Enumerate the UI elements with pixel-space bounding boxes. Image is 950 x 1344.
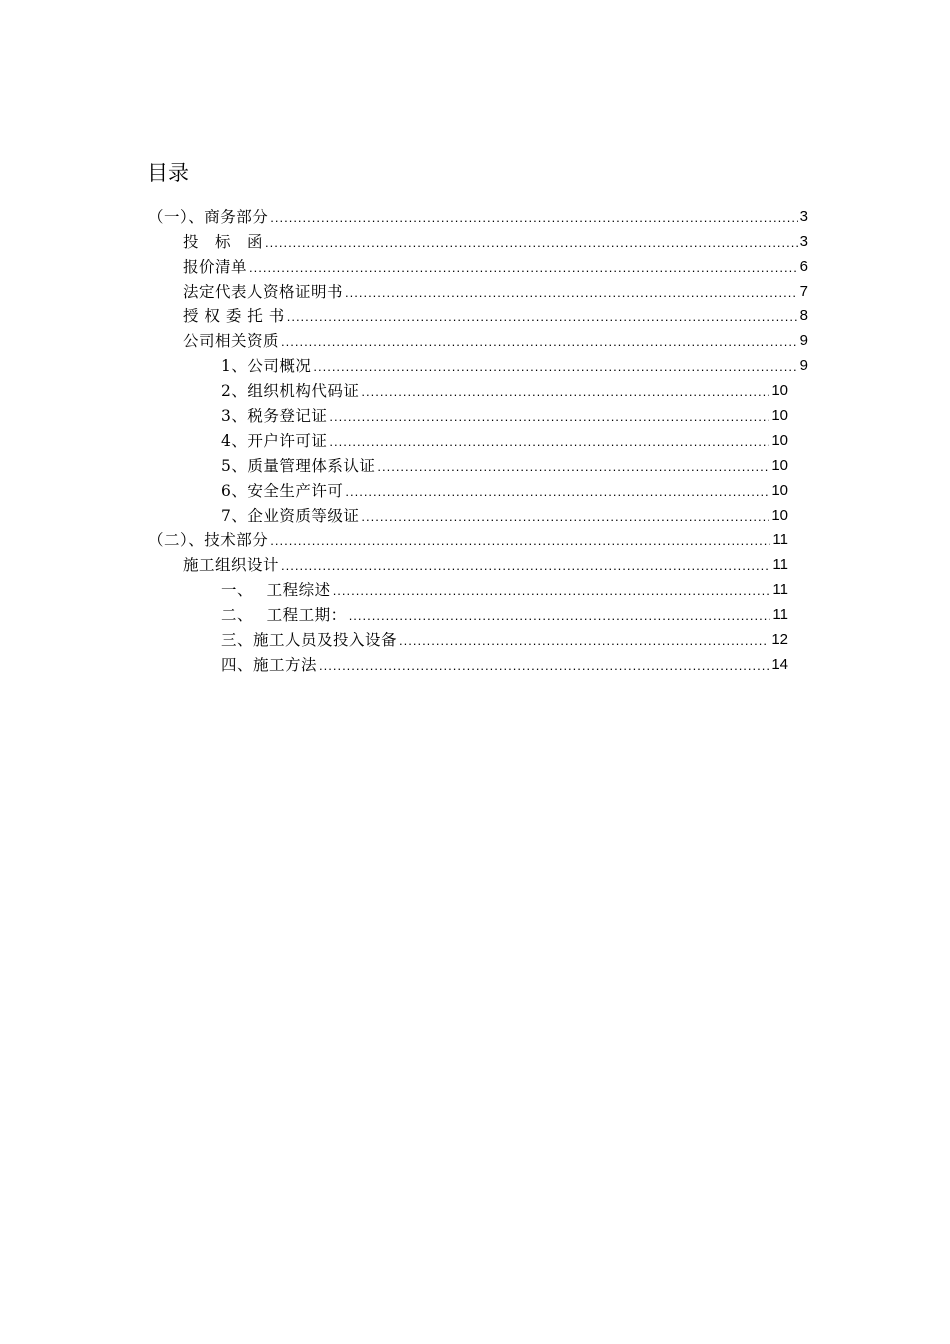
toc-entry-text: 1、公司概况 (221, 357, 312, 376)
toc-entry-text: 四、施工方法 (221, 655, 318, 674)
toc-entry[interactable] (148, 476, 808, 501)
toc-entry[interactable] (148, 376, 808, 401)
toc-entry-page: 10 (771, 407, 788, 425)
toc-leader-dots (313, 360, 797, 373)
toc-leader-dots (345, 485, 769, 498)
toc-entry-page: 3 (799, 207, 808, 225)
toc-entry-text: 3、税务登记证 (221, 407, 328, 426)
toc-leader-dots (270, 211, 797, 224)
toc-leader-dots (329, 435, 769, 448)
toc-entry[interactable] (148, 451, 808, 476)
toc-entry-text: 6、安全生产许可 (221, 481, 344, 500)
toc-leader-dots (399, 634, 769, 647)
toc-entry[interactable] (148, 650, 808, 675)
toc-entry-text: 法定代表人资格证明书 (183, 282, 344, 301)
toc-entry-page: 11 (772, 531, 788, 549)
toc-entry-text: 公司相关资质 (183, 332, 280, 351)
toc-entry[interactable] (148, 550, 808, 575)
toc-entry-page: 10 (771, 456, 788, 474)
toc-entry-page: 10 (771, 481, 788, 499)
toc-entry[interactable] (148, 426, 808, 451)
toc-leader-dots (319, 659, 769, 672)
toc-entry[interactable] (148, 600, 808, 625)
toc-entry-text: 7、企业资质等级证 (221, 506, 360, 525)
toc-entry[interactable] (148, 501, 808, 526)
toc-entry-page: 12 (771, 631, 788, 649)
toc-entry[interactable] (148, 326, 808, 351)
toc-leader-dots (345, 286, 798, 299)
toc-entry-page: 11 (772, 556, 788, 574)
toc-leader-dots (349, 609, 771, 622)
toc-entry-text: 一、 工程综述 (221, 581, 331, 600)
toc-entry-page: 10 (771, 431, 788, 449)
toc-entry[interactable] (148, 227, 808, 252)
toc-leader-dots (270, 534, 770, 547)
toc-entry-text: 2、组织机构代码证 (221, 382, 360, 401)
toc-entry-text: 4、开户许可证 (221, 431, 328, 450)
toc-leader-dots (281, 559, 770, 572)
toc-leader-dots (329, 410, 769, 423)
toc-entry-text: （二）、技术部分 (148, 531, 269, 550)
toc-entry-page: 14 (771, 655, 788, 673)
toc-entry-page: 9 (799, 357, 808, 375)
toc-leader-dots (361, 385, 769, 398)
toc-entry[interactable] (148, 277, 808, 302)
toc-entry[interactable] (148, 401, 808, 426)
toc-leader-dots (377, 460, 769, 473)
toc-leader-dots (249, 261, 798, 274)
toc-entry-text: 三、施工人员及投入设备 (221, 631, 398, 650)
toc-entry[interactable] (148, 526, 808, 551)
toc-entry-page: 10 (771, 382, 788, 400)
toc-leader-dots (333, 584, 771, 597)
toc-entry-page: 6 (799, 257, 808, 275)
toc-leader-dots (287, 310, 798, 323)
toc-entry-page: 3 (799, 232, 808, 250)
toc-entry-text: 授 权 委 托 书 (183, 307, 285, 326)
toc-entry[interactable] (148, 625, 808, 650)
toc-list (148, 202, 808, 675)
toc-entry[interactable] (148, 202, 808, 227)
toc-entry-page: 10 (771, 506, 788, 524)
toc-entry-text: 二、 工程工期： (221, 606, 347, 625)
toc-entry-page: 7 (799, 282, 808, 300)
toc-entry-text: 报价清单 (183, 257, 248, 276)
toc-entry[interactable] (148, 575, 808, 600)
toc-entry[interactable] (148, 252, 808, 277)
toc-entry[interactable] (148, 351, 808, 376)
toc-entry[interactable] (148, 302, 808, 327)
toc-entry-text: 施工组织设计 (183, 556, 280, 575)
toc-entry-text: 投 标 函 (183, 232, 264, 251)
toc-entry-text: （一）、商务部分 (148, 207, 269, 226)
toc-leader-dots (281, 335, 798, 348)
toc-entry-page: 11 (772, 581, 788, 599)
toc-entry-page: 9 (799, 332, 808, 350)
toc-entry-page: 8 (799, 307, 808, 325)
toc-entry-text: 5、质量管理体系认证 (221, 456, 376, 475)
toc-leader-dots (361, 510, 769, 523)
toc-entry-page: 11 (772, 606, 788, 624)
toc-leader-dots (265, 236, 798, 249)
toc-title: 目录 (147, 161, 189, 185)
